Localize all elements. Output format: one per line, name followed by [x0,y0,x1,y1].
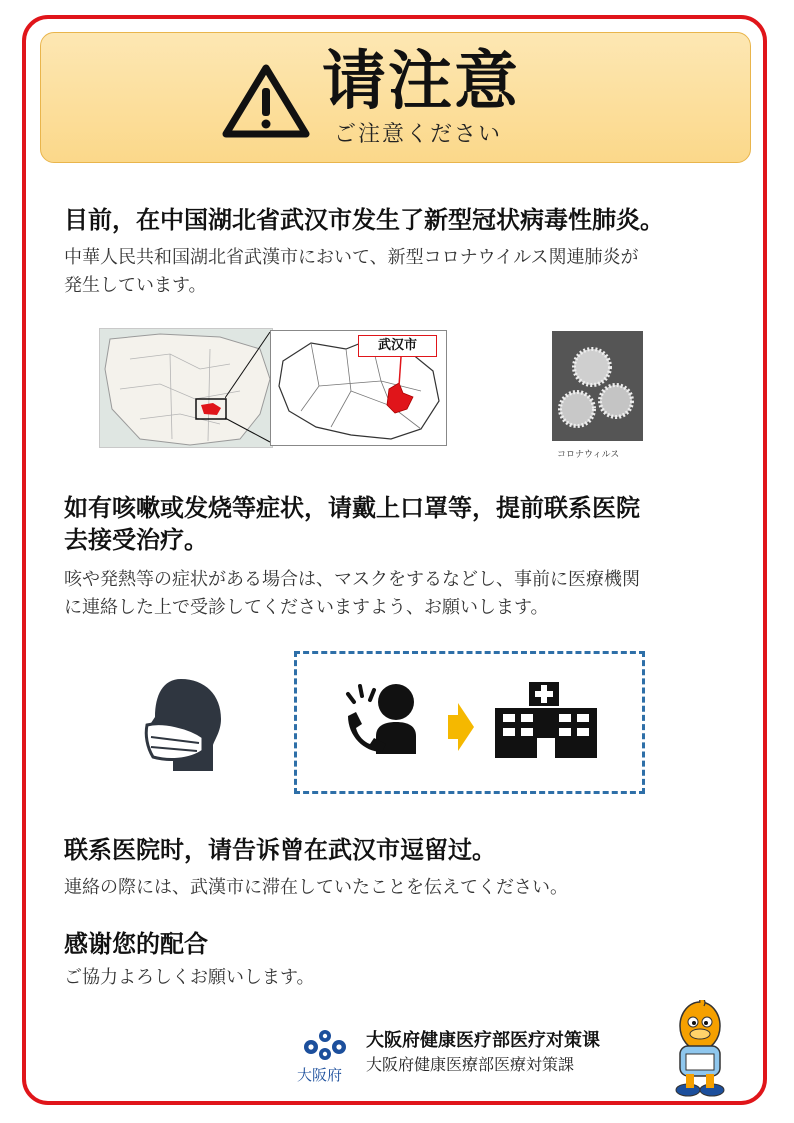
section-body-line: 発生しています。 [64,275,207,296]
section-heading-line: 如有咳嗽或发烧等症状，请戴上口罩等，提前联系医院 [64,494,640,522]
section-heading: 感谢您的配合 [64,930,208,958]
section-heading: 目前，在中国湖北省武汉市发生了新型冠状病毒性肺炎。 [64,206,664,234]
section-body: ご協力よろしくお願いします。 [64,967,315,988]
mascot-icon [668,1000,732,1098]
map-zoom-lines [225,330,275,445]
hospital-icon [495,682,597,758]
phone-call-person-icon [342,682,420,754]
mask-face-icon [143,677,223,773]
osaka-logo-text: 大阪府 [297,1066,343,1084]
coronavirus-image [552,331,643,441]
section-body-line: 咳や発熱等の症状がある場合は、マスクをするなどし、事前に医療機関 [64,569,640,590]
warning-triangle-icon [222,62,310,140]
section-body: 連絡の際には、武漢市に滞在していたことを伝えてください。 [64,877,568,898]
org-name-jp: 大阪府健康医療部医療対策課 [366,1055,575,1074]
org-name-cn: 大阪府健康医疗部医疗对策课 [366,1030,600,1051]
section-heading-line: 去接受治疗。 [64,526,208,554]
section-heading: 联系医院时，请告诉曾在武汉市逗留过。 [64,836,496,864]
page-subtitle: ご注意ください [334,122,503,147]
arrow-right-icon [448,703,474,751]
page-title: 请注意 [322,45,520,119]
virus-caption: コロナウィルス [557,450,620,460]
section-body-line: に連絡した上で受診してくださいますよう、お願いします。 [64,597,549,618]
osaka-prefecture-logo-icon [302,1028,348,1062]
section-body-line: 中華人民共和国湖北省武漢市において、新型コロナウイルス関連肺炎が [64,247,639,268]
wuhan-map-label: 武汉市 [358,335,437,357]
